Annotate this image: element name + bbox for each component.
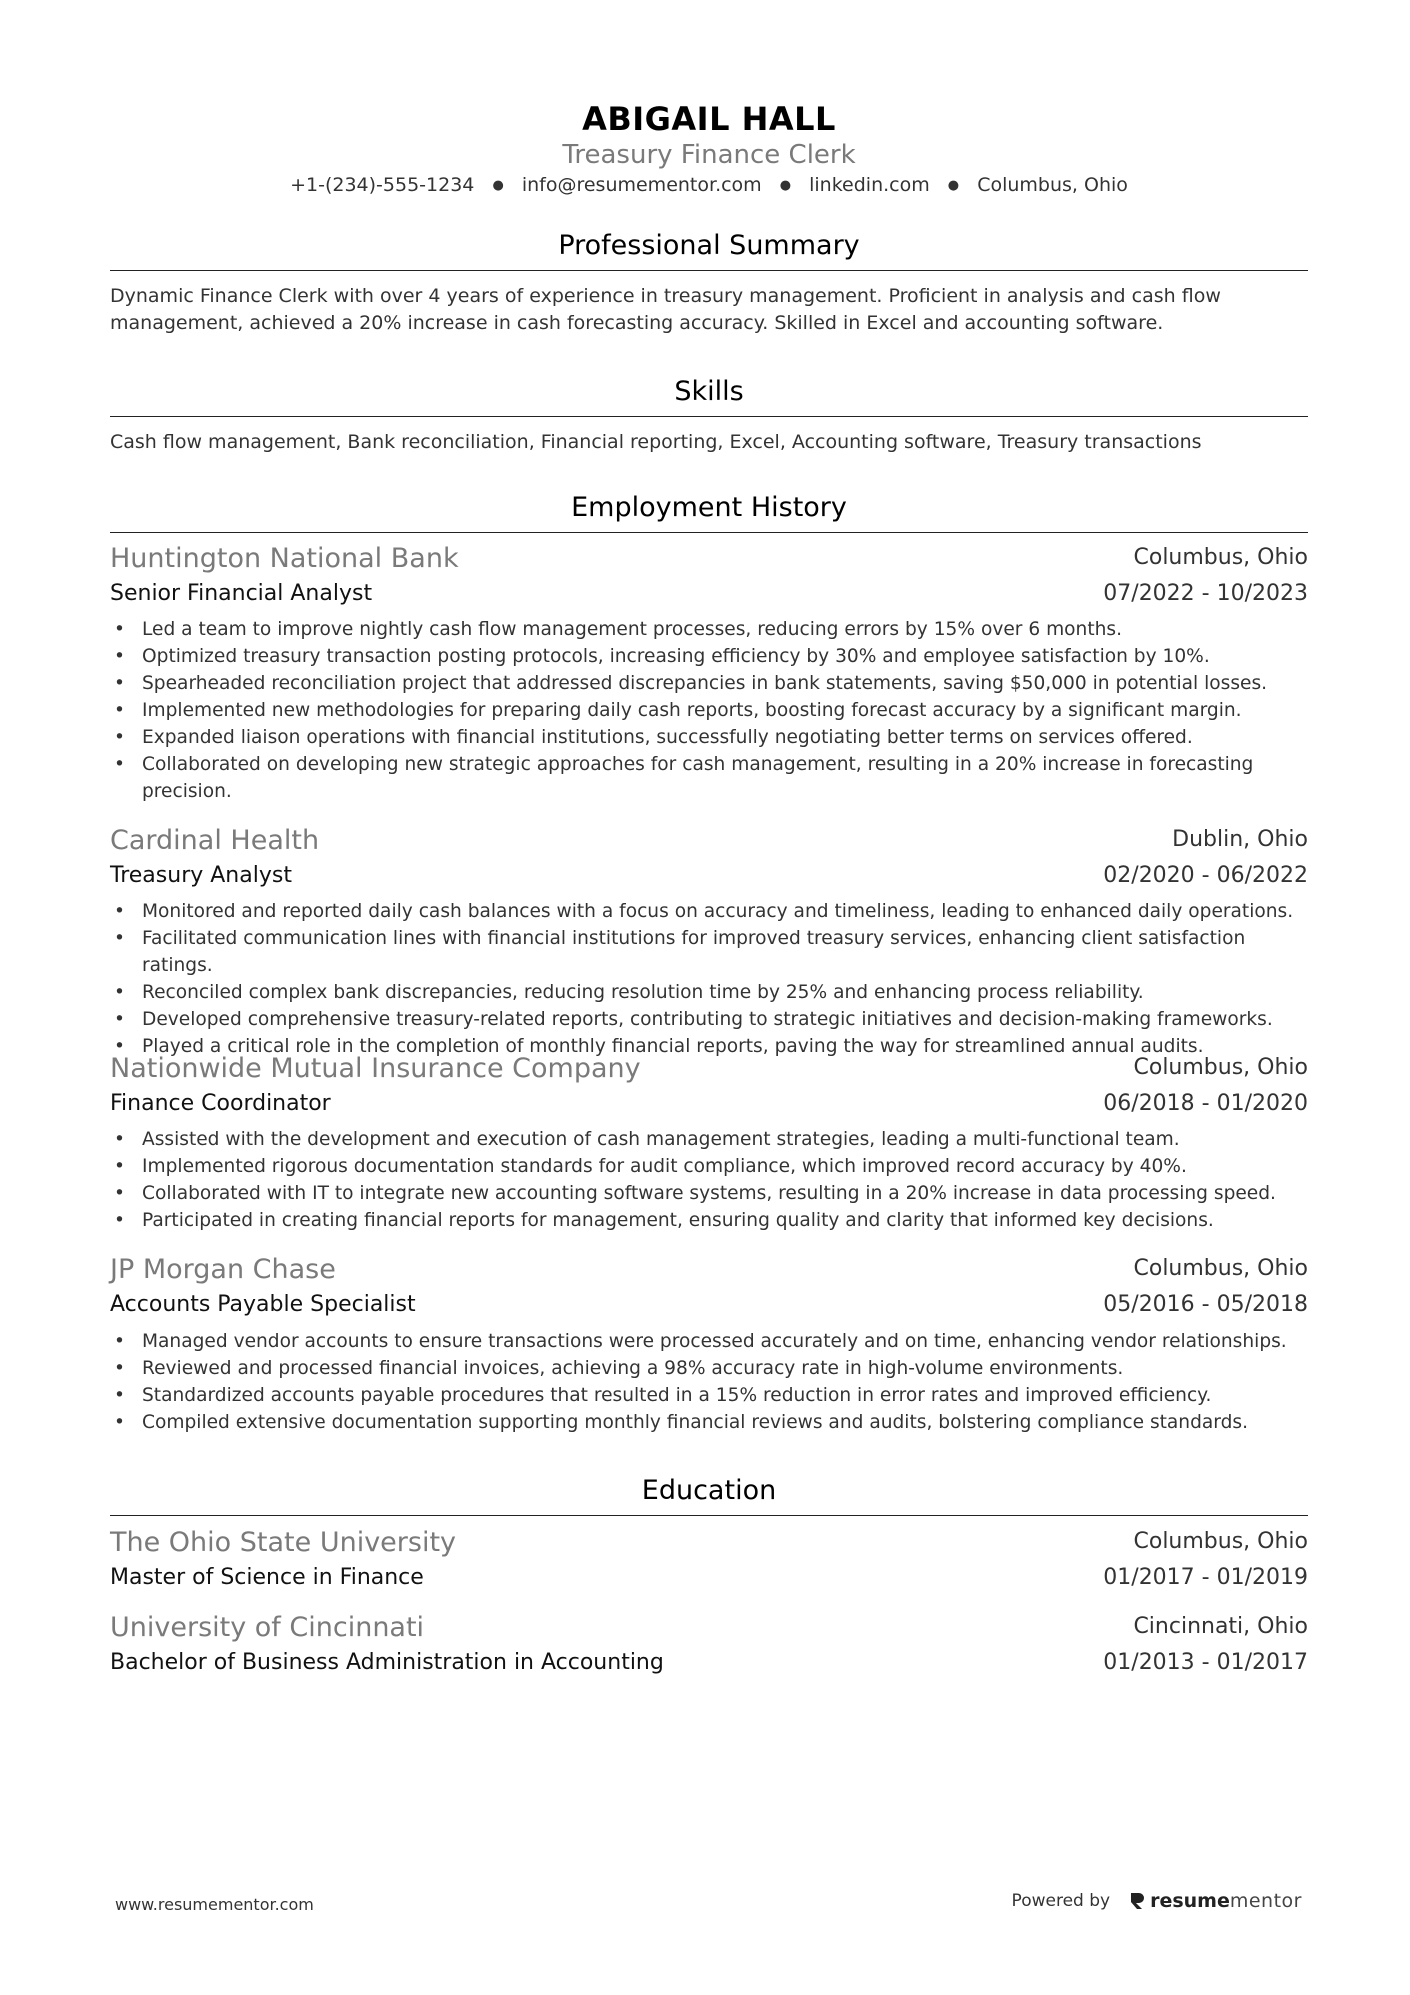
contact-linkedin[interactable]: linkedin.com	[809, 174, 930, 196]
contact-location: Columbus, Ohio	[977, 174, 1128, 196]
employment-heading: Employment History	[571, 492, 847, 523]
job-bullet: • Managed vendor accounts to ensure transactions were processed accurately and on time, enhancing vendor relationships.	[110, 1328, 1308, 1355]
job-bullet: • Played a critical role in the completion of monthly financial reports, paving the way for streamlined annual audits.	[110, 1033, 1308, 1060]
resumementor-logo-icon	[1128, 1891, 1146, 1911]
job-company: Nationwide Mutual Insurance Company	[110, 1053, 641, 1084]
degree: Bachelor of Business Administration in Accounting	[110, 1650, 664, 1675]
job-role: Treasury Analyst	[110, 863, 292, 888]
school-dates: 01/2017 - 01/2019	[1103, 1565, 1308, 1590]
contact-email[interactable]: info@resumementor.com	[521, 174, 762, 196]
brand-name-bold: resume	[1150, 1890, 1230, 1912]
job-bullet: • Expanded liaison operations with financial institutions, successfully negotiating better terms on services offered.	[110, 724, 1308, 751]
job-bullet: • Led a team to improve nightly cash flow management processes, reducing errors by 15% over 6 months.	[110, 616, 1308, 643]
job-bullet: • Implemented new methodologies for preparing daily cash reports, boosting forecast accuracy by a significant margin.	[110, 697, 1308, 724]
job-bullets	[110, 1126, 1308, 1234]
skills-text: Cash flow management, Bank reconciliation, Financial reporting, Excel, Accounting software, Treasury transactions	[110, 431, 1202, 453]
section-divider	[110, 532, 1308, 533]
job-dates: 02/2020 - 06/2022	[1103, 863, 1308, 888]
job-bullet: • Collaborated on developing new strategic approaches for cash management, resulting in a 20% increase in forecasting precision.	[110, 751, 1308, 805]
job-role: Accounts Payable Specialist	[110, 1292, 416, 1317]
section-divider	[110, 1515, 1308, 1516]
school-name: The Ohio State University	[110, 1527, 457, 1558]
school-location: Columbus, Ohio	[1133, 1529, 1308, 1554]
job-bullet: • Facilitated communication lines with financial institutions for improved treasury services, enhancing client satisfaction ratings.	[110, 925, 1308, 979]
contact-phone: +1-(234)-555-1234	[290, 174, 475, 196]
job-bullet: • Developed comprehensive treasury-related reports, contributing to strategic initiatives and decision-making frameworks.	[110, 1006, 1308, 1033]
separator-dot: ●	[779, 178, 792, 193]
education-heading: Education	[641, 1475, 777, 1506]
job-company: Huntington National Bank	[110, 543, 459, 574]
candidate-title: Treasury Finance Clerk	[562, 140, 856, 170]
job-bullet: • Spearheaded reconciliation project that addressed discrepancies in bank statements, saving $50,000 in potential losses.	[110, 670, 1308, 697]
summary-heading: Professional Summary	[558, 230, 860, 261]
section-divider	[110, 270, 1308, 271]
contact-line	[110, 174, 1308, 196]
footer-website[interactable]: www.resumementor.com	[115, 1895, 314, 1914]
job-role: Finance Coordinator	[110, 1091, 331, 1116]
school-name: University of Cincinnati	[110, 1612, 425, 1643]
candidate-name: ABIGAIL HALL	[582, 100, 836, 138]
summary-text: Dynamic Finance Clerk with over 4 years of experience in treasury management. Proficient in analysis and cash flow management, achieved a 20% increase in cash forecasting accuracy. Skilled in Excel and accounting software.	[110, 285, 1221, 334]
footer-brand	[1012, 1890, 1302, 1912]
degree: Master of Science in Finance	[110, 1565, 424, 1590]
school-location: Cincinnati, Ohio	[1133, 1614, 1308, 1639]
job-dates: 05/2016 - 05/2018	[1103, 1292, 1308, 1317]
job-bullet: • Implemented rigorous documentation standards for audit compliance, which improved record accuracy by 40%.	[110, 1153, 1308, 1180]
separator-dot: ●	[492, 178, 504, 193]
job-location: Columbus, Ohio	[1133, 545, 1308, 570]
job-dates: 06/2018 - 01/2020	[1103, 1091, 1308, 1116]
job-company: JP Morgan Chase	[110, 1254, 336, 1285]
job-bullet: • Optimized treasury transaction posting protocols, increasing efficiency by 30% and employee satisfaction by 10%.	[110, 643, 1308, 670]
job-bullets	[110, 1328, 1308, 1436]
job-bullet: • Standardized accounts payable procedures that resulted in a 15% reduction in error rates and improved efficiency.	[110, 1382, 1308, 1409]
job-bullets	[110, 616, 1308, 805]
skills-heading: Skills	[674, 376, 744, 407]
job-bullet: • Reviewed and processed financial invoices, achieving a 98% accuracy rate in high-volume environments.	[110, 1355, 1308, 1382]
job-bullet: • Participated in creating financial reports for management, ensuring quality and clarity that informed key decisions.	[110, 1207, 1308, 1234]
job-location: Columbus, Ohio	[1133, 1055, 1308, 1080]
job-bullet: • Monitored and reported daily cash balances with a focus on accuracy and timeliness, leading to enhanced daily operations.	[110, 898, 1308, 925]
brand-logo[interactable]	[1128, 1890, 1302, 1912]
job-dates: 07/2022 - 10/2023	[1103, 581, 1308, 606]
job-bullets	[110, 898, 1308, 1060]
separator-dot: ●	[947, 178, 960, 193]
school-dates: 01/2013 - 01/2017	[1103, 1650, 1308, 1675]
job-bullet: • Reconciled complex bank discrepancies, reducing resolution time by 25% and enhancing process reliability.	[110, 979, 1308, 1006]
job-location: Columbus, Ohio	[1133, 1256, 1308, 1281]
job-company: Cardinal Health	[110, 825, 320, 856]
job-role: Senior Financial Analyst	[110, 581, 373, 606]
section-divider	[110, 416, 1308, 417]
job-location: Dublin, Ohio	[1172, 827, 1308, 852]
brand-name-light: mentor	[1229, 1890, 1302, 1912]
powered-by-label: Powered by	[1011, 1891, 1111, 1911]
job-bullet: • Assisted with the development and execution of cash management strategies, leading a multi-functional team.	[110, 1126, 1308, 1153]
job-bullet: • Compiled extensive documentation supporting monthly financial reviews and audits, bolstering compliance standards.	[110, 1409, 1308, 1436]
job-bullet: • Collaborated with IT to integrate new accounting software systems, resulting in a 20% increase in data processing speed.	[110, 1180, 1308, 1207]
